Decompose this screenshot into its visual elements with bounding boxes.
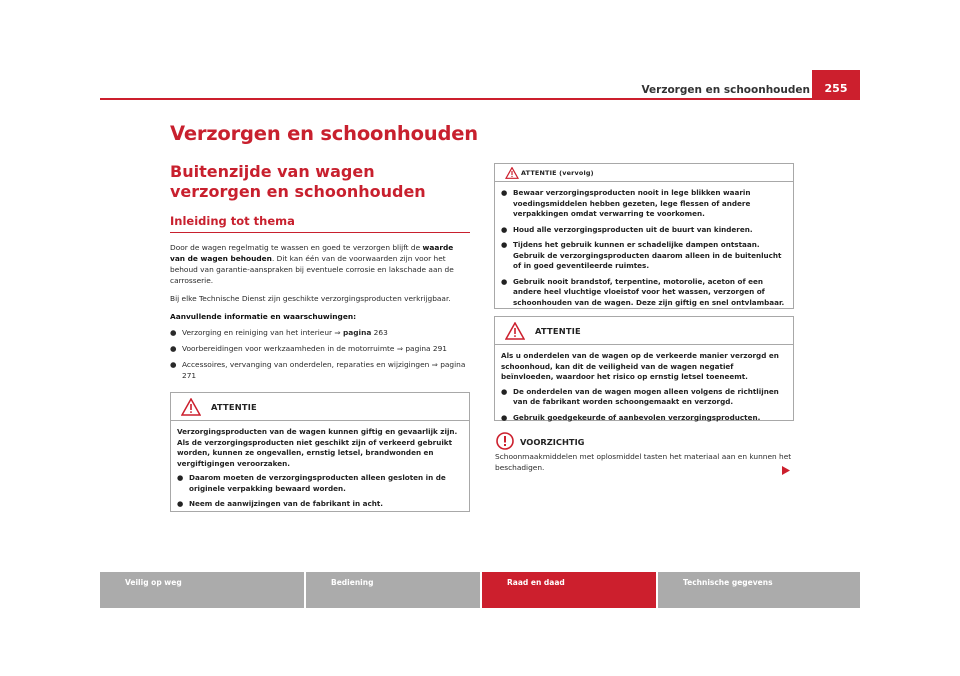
ref-label: Verzorging en reiniging van het interieur ⇒ [182, 328, 343, 337]
ref-item[interactable] [170, 343, 470, 354]
bullet-icon: ● [501, 276, 508, 286]
ref-text: Voorbereidingen voor werkzaamheden in de motorruimte ⇒ pagina 291 [182, 344, 448, 353]
dealer-paragraph: Bij elke Technische Dienst zijn geschikte verzorgingsproducten verkrijgbaar. [170, 294, 451, 303]
footer-tab-veilig-op-weg[interactable] [100, 572, 304, 608]
warning-item [501, 413, 787, 424]
intro-heading-rule [170, 232, 470, 233]
warning-continued-body [495, 182, 793, 317]
ref-item[interactable] [170, 327, 470, 338]
warning-item-text: Tijdens het gebruik kunnen er schadelijke dampen ontstaan. Gebruik de verzorgingsproducten daarom alleen in de buitenlucht of in goed geventileerde ruimtes. [513, 240, 782, 270]
footer-tab-label: Bediening [331, 578, 374, 587]
para1-bold: waarde van de wagen behouden [170, 243, 454, 263]
para1-text: Door de wagen regelmatig te wassen en goed te verzorgen blijft de [170, 243, 423, 252]
warning-continued-header [495, 164, 793, 182]
ref-text: Accessoires, vervanging van onderdelen, reparaties en wijzigingen ⇒ pagina 271 [182, 360, 466, 380]
warning-label: ATTENTIE [211, 402, 257, 412]
ref-item[interactable] [170, 359, 470, 381]
bullet-icon: ● [501, 240, 508, 249]
warning-continued-box [494, 163, 794, 309]
running-header-title: Verzorgen en schoonhouden [641, 84, 810, 96]
bullet-icon: ● [170, 344, 177, 353]
warning-intro: Verzorgingsproducten van de wagen kunnen giftig en gevaarlijk zijn. Als de verzorgingsproducten niet geschikt zijn of verkeerd gebruikt worden, kunnen ze ongevallen, ernstig letsel, brandwonden en vergiftigingen veroorzaken. [177, 427, 458, 468]
bullet-icon: ● [501, 188, 508, 197]
page-title: Verzorgen en schoonhouden [170, 122, 478, 145]
section-subtitle: Buitenzijde van wagen verzorgen en schoonhouden [170, 162, 426, 201]
ref-page-link[interactable]: pagina [342, 328, 372, 337]
warning-item-text: De onderdelen van de wagen mogen alleen volgens de richtlijnen van de fabrikant worden schoongemaakt en verzorgd. [513, 386, 779, 406]
intro-text [170, 242, 470, 386]
warning-continued-label: ATTENTIE (vervolg) [521, 169, 594, 177]
warning-triangle-icon [505, 167, 519, 179]
warning-item-text: Gebruik nooit brandstof, terpentine, motorolie, aceton of een andere heel vluchtige vloeistof voor het wassen, verzorgen of schoonhouden van de wagen. Deze zijn giftig en snel ontvlambaar. [513, 276, 785, 307]
warning-item-text: Bewaar verzorgingsproducten nooit in lege blikken waarin voedingsmiddelen hebben gezeten, lege flessen of andere verpakkingen omdat verwarring te voorkomen. [513, 188, 751, 218]
additional-info-label: Aanvullende informatie en waarschuwingen: [170, 312, 357, 321]
warning-box-header [495, 317, 793, 345]
intro-paragraph [170, 242, 470, 286]
bullet-icon: ● [177, 473, 184, 482]
warning-item-text: Daarom moeten de verzorgingsproducten alleen gesloten in de originele verpakking bewaard worden. [189, 473, 446, 493]
next-page-arrow-icon[interactable] [782, 466, 790, 475]
bullet-icon: ● [177, 499, 184, 508]
warning-item-text: Houd alle verzorgingsproducten uit de buurt van kinderen. [513, 224, 753, 234]
warning-triangle-icon [505, 322, 525, 340]
footer-tab-label: Technische gegevens [683, 578, 773, 587]
warning-intro: Als u onderdelen van de wagen op de verkeerde manier verzorgd en schoonhoud, kan dit de veiligheid van de wagen negatief beïnvloeden, waardoor het risico op ernstig letsel toeneemt. [501, 351, 779, 381]
warning-item [177, 473, 463, 494]
warning-body [495, 345, 793, 432]
ref-page-number: 263 [371, 328, 388, 337]
header-divider [100, 98, 860, 100]
caution-exclamation-icon [496, 432, 514, 450]
bullet-icon: ● [170, 328, 177, 337]
footer-tab-label: Veilig op weg [125, 578, 182, 587]
footer-tab-bediening[interactable] [306, 572, 480, 608]
warning-item [501, 240, 787, 272]
warning-box [170, 392, 470, 512]
page-number: 255 [812, 70, 860, 99]
warning-body [171, 421, 469, 519]
warning-item [501, 277, 787, 309]
bullet-icon: ● [170, 360, 177, 369]
warning-triangle-icon [181, 398, 201, 416]
warning-box-header [171, 393, 469, 421]
bullet-icon: ● [501, 224, 508, 234]
footer-tab-label: Raad en daad [507, 578, 565, 587]
ref-text [182, 327, 388, 338]
para1-text-end: . Dit kan één van de voorwaarden zijn voor het behoud van garantie-aanspraken bij eventuele corrosie en lakschade aan de carrosserie. [170, 254, 454, 285]
bullet-icon: ● [501, 412, 508, 422]
caution-label: VOORZICHTIG [520, 437, 585, 447]
warning-item [501, 225, 787, 236]
intro-heading: Inleiding tot thema [170, 214, 295, 228]
warning-label: ATTENTIE [535, 326, 581, 336]
warning-item-text: Gebruik goedgekeurde of aanbevolen verzorgingsproducten. [513, 412, 761, 422]
warning-item-text: Neem de aanwijzingen van de fabrikant in acht. [189, 499, 384, 508]
caution-text: Schoonmaakmiddelen met oplosmiddel tasten het materiaal aan en kunnen het beschadigen. [495, 452, 792, 472]
warning-item [501, 387, 787, 408]
footer-tab-raad-en-daad[interactable] [482, 572, 656, 608]
warning-item [501, 188, 787, 220]
warning-item [177, 499, 463, 510]
bullet-icon: ● [501, 386, 508, 396]
additional-info-heading [170, 311, 470, 322]
warning-box [494, 316, 794, 421]
footer-tab-technische-gegevens[interactable] [658, 572, 860, 608]
